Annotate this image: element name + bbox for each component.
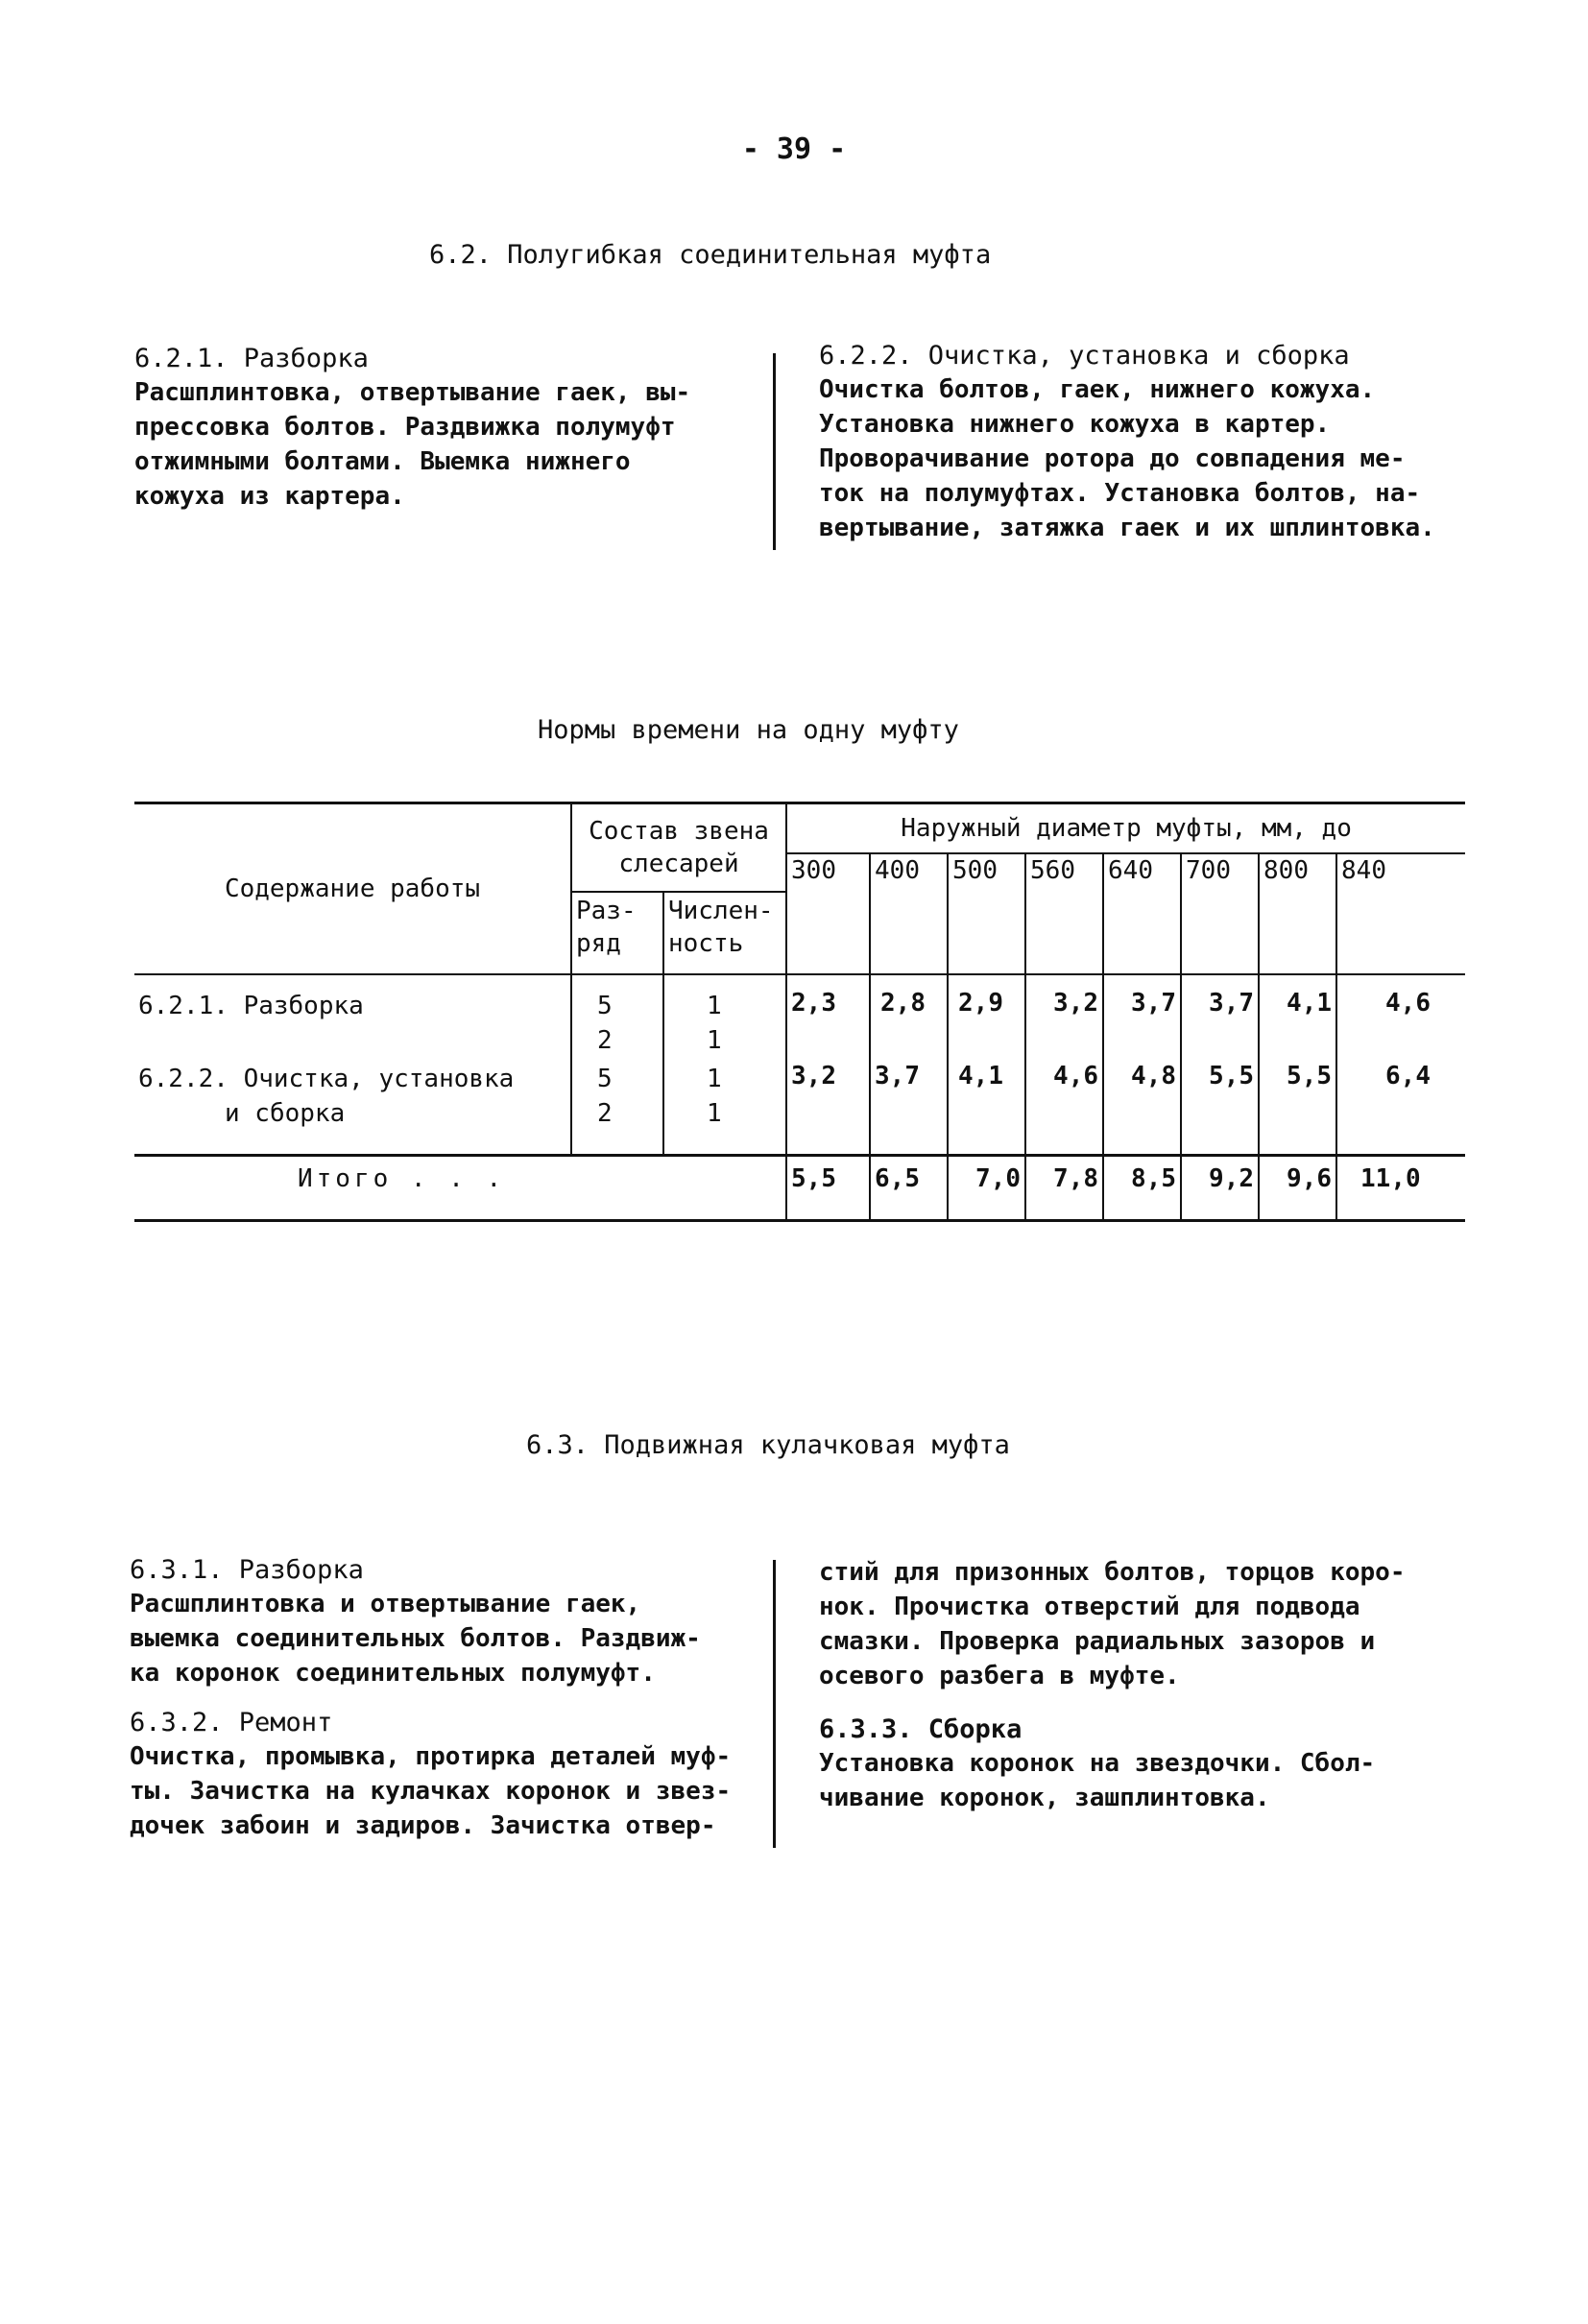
- text-line: чивание коронок, зашплинтовка.: [819, 1784, 1270, 1812]
- text-line: Очистка, промывка, протирка деталей муф-: [130, 1742, 732, 1771]
- section-6-3-2-subtitle: 6.3.2. Ремонт: [130, 1708, 333, 1737]
- section-6-3-1-text: [130, 1587, 731, 1690]
- text-line: дочек забоин и задиров. Зачистка отвер-: [130, 1811, 716, 1840]
- section-6-3-3-subtitle: 6.3.3. Сборка: [819, 1714, 1023, 1744]
- text-line: выемка соединительных болтов. Раздвиж-: [130, 1624, 701, 1653]
- value-cell: 3,7: [1181, 974, 1259, 1060]
- value-cell: 4,8: [1103, 1060, 1181, 1156]
- column-divider: [773, 353, 776, 550]
- rank-value: 2: [597, 1025, 613, 1055]
- value-cell: 5,5: [1181, 1060, 1259, 1156]
- count-value: 1: [707, 1064, 722, 1093]
- rank-value: 2: [597, 1098, 613, 1128]
- rank-value: 5: [597, 1064, 613, 1093]
- header-work: Содержание работы: [134, 803, 571, 974]
- text-line: ток на полумуфтах. Установка болтов, на-: [819, 479, 1421, 508]
- header-empty-cell: [1259, 892, 1336, 974]
- value-cell: 2,9: [948, 974, 1025, 1060]
- header-empty-cell: [870, 892, 948, 974]
- value-cell: 4,1: [948, 1060, 1025, 1156]
- header-rank: Раз- ряд: [571, 892, 663, 974]
- header-empty-cell: [786, 892, 870, 974]
- row-counts: [663, 1060, 786, 1156]
- section-6-2-2-block: [819, 341, 1435, 545]
- total-row: [134, 1156, 1465, 1221]
- text-line: отжимными болтами. Выемка нижнего: [134, 447, 631, 476]
- header-empty-cell: [1103, 892, 1181, 974]
- row-work-line: и сборка: [225, 1098, 346, 1128]
- text-line: вертывание, затяжка гаек и их шплинтовка.: [819, 514, 1435, 542]
- column-divider: [773, 1560, 776, 1848]
- rank-value: 5: [597, 991, 613, 1020]
- count-value: 1: [707, 1098, 722, 1128]
- header-empty-cell: [1181, 892, 1259, 974]
- table-row: [134, 974, 1465, 1060]
- row-work: [134, 974, 571, 1060]
- text-line: ты. Зачистка на кулачках коронок и звез-: [130, 1777, 732, 1806]
- total-value-cell: 9,6: [1259, 1156, 1336, 1221]
- row-work: [134, 1060, 571, 1156]
- row-work-line: 6.2.2. Очистка, установка: [138, 1064, 515, 1093]
- text-line: Расшплинтовка и отвертывание гаек,: [130, 1590, 641, 1618]
- header-diameter-cell: 300: [786, 853, 870, 892]
- section-6-2-1-subtitle: 6.2.1. Разборка: [134, 344, 369, 373]
- table-row: [134, 1060, 1465, 1156]
- value-cell: 5,5: [1259, 1060, 1336, 1156]
- value-cell: 4,6: [1025, 1060, 1103, 1156]
- header-diameter-cell: 400: [870, 853, 948, 892]
- text-line: нок. Прочистка отверстий для подвода: [819, 1593, 1360, 1621]
- section-6-3-left-block: [130, 1555, 731, 1843]
- value-cell: 4,6: [1336, 974, 1465, 1060]
- header-diameter: Наружный диаметр муфты, мм, до: [786, 803, 1465, 853]
- header-diameter-cell: 700: [1181, 853, 1259, 892]
- value-cell: 4,1: [1259, 974, 1336, 1060]
- text-line: стий для призонных болтов, торцов коро-: [819, 1558, 1406, 1587]
- value-cell: 6,4: [1336, 1060, 1465, 1156]
- total-label: Итого . . .: [134, 1156, 786, 1221]
- table-caption: Нормы времени на одну муфту: [538, 715, 959, 745]
- row-work-line: 6.2.1. Разборка: [138, 991, 364, 1020]
- norms-table: [134, 802, 1465, 1222]
- section-6-3-right-block: [819, 1555, 1405, 1815]
- text-line: смазки. Проверка радиальных зазоров и: [819, 1627, 1376, 1656]
- text-line: Проворачивание ротора до совпадения ме-: [819, 444, 1406, 473]
- header-diameter-cell: 500: [948, 853, 1025, 892]
- text-line: осевого разбега в муфте.: [819, 1662, 1180, 1690]
- value-cell: 3,7: [1103, 974, 1181, 1060]
- text-line: Очистка болтов, гаек, нижнего кожуха.: [819, 375, 1376, 404]
- row-ranks: [571, 1060, 663, 1156]
- section-6-2-2-subtitle: 6.2.2. Очистка, установка и сборка: [819, 341, 1350, 371]
- value-cell: 2,3: [786, 974, 870, 1060]
- header-empty-cell: [1336, 892, 1465, 974]
- header-diameter-cell: 840: [1336, 853, 1465, 892]
- header-count: Числен- ность: [663, 892, 786, 974]
- page-number: - 39 -: [741, 132, 847, 166]
- total-value-cell: 9,2: [1181, 1156, 1259, 1221]
- row-counts: [663, 974, 786, 1060]
- total-value-cell: 6,5: [870, 1156, 948, 1221]
- total-value-cell: 11,0: [1336, 1156, 1465, 1221]
- text-line: прессовка болтов. Раздвижка полумуфт: [134, 413, 676, 442]
- text-line: Установка нижнего кожуха в картер.: [819, 410, 1331, 439]
- count-value: 1: [707, 1025, 722, 1055]
- section-6-3-3-text: [819, 1746, 1405, 1815]
- header-diameter-cell: 640: [1103, 853, 1181, 892]
- header-empty-cell: [1025, 892, 1103, 974]
- value-cell: 3,2: [1025, 974, 1103, 1060]
- count-value: 1: [707, 991, 722, 1020]
- header-empty-cell: [948, 892, 1025, 974]
- section-6-2-2-text: [819, 372, 1435, 545]
- text-line: ка коронок соединительных полумуфт.: [130, 1659, 656, 1688]
- section-6-2-1-text: [134, 375, 690, 514]
- header-diameter-cell: 560: [1025, 853, 1103, 892]
- section-6-3-1-subtitle: 6.3.1. Разборка: [130, 1555, 364, 1585]
- header-diameter-cell: 800: [1259, 853, 1336, 892]
- text-line: кожуха из картера.: [134, 482, 405, 511]
- value-cell: 3,7: [870, 1060, 948, 1156]
- value-cell: 3,2: [786, 1060, 870, 1156]
- section-6-2-1-block: [134, 344, 690, 514]
- row-ranks: [571, 974, 663, 1060]
- text-line: Расшплинтовка, отвертывание гаек, вы-: [134, 378, 691, 407]
- section-6-2-title: 6.2. Полугибкая соединительная муфта: [429, 240, 992, 270]
- value-cell: 2,8: [870, 974, 948, 1060]
- total-value-cell: 7,8: [1025, 1156, 1103, 1221]
- text-line: Установка коронок на звездочки. Сбол-: [819, 1749, 1376, 1778]
- section-6-3-2-continued-text: [819, 1555, 1405, 1693]
- section-6-3-2-text: [130, 1739, 731, 1843]
- section-6-3-title: 6.3. Подвижная кулачковая муфта: [526, 1430, 1010, 1460]
- total-value-cell: 5,5: [786, 1156, 870, 1221]
- total-value-cell: 8,5: [1103, 1156, 1181, 1221]
- total-value-cell: 7,0: [948, 1156, 1025, 1221]
- header-team: Состав звена слесарей: [571, 803, 786, 892]
